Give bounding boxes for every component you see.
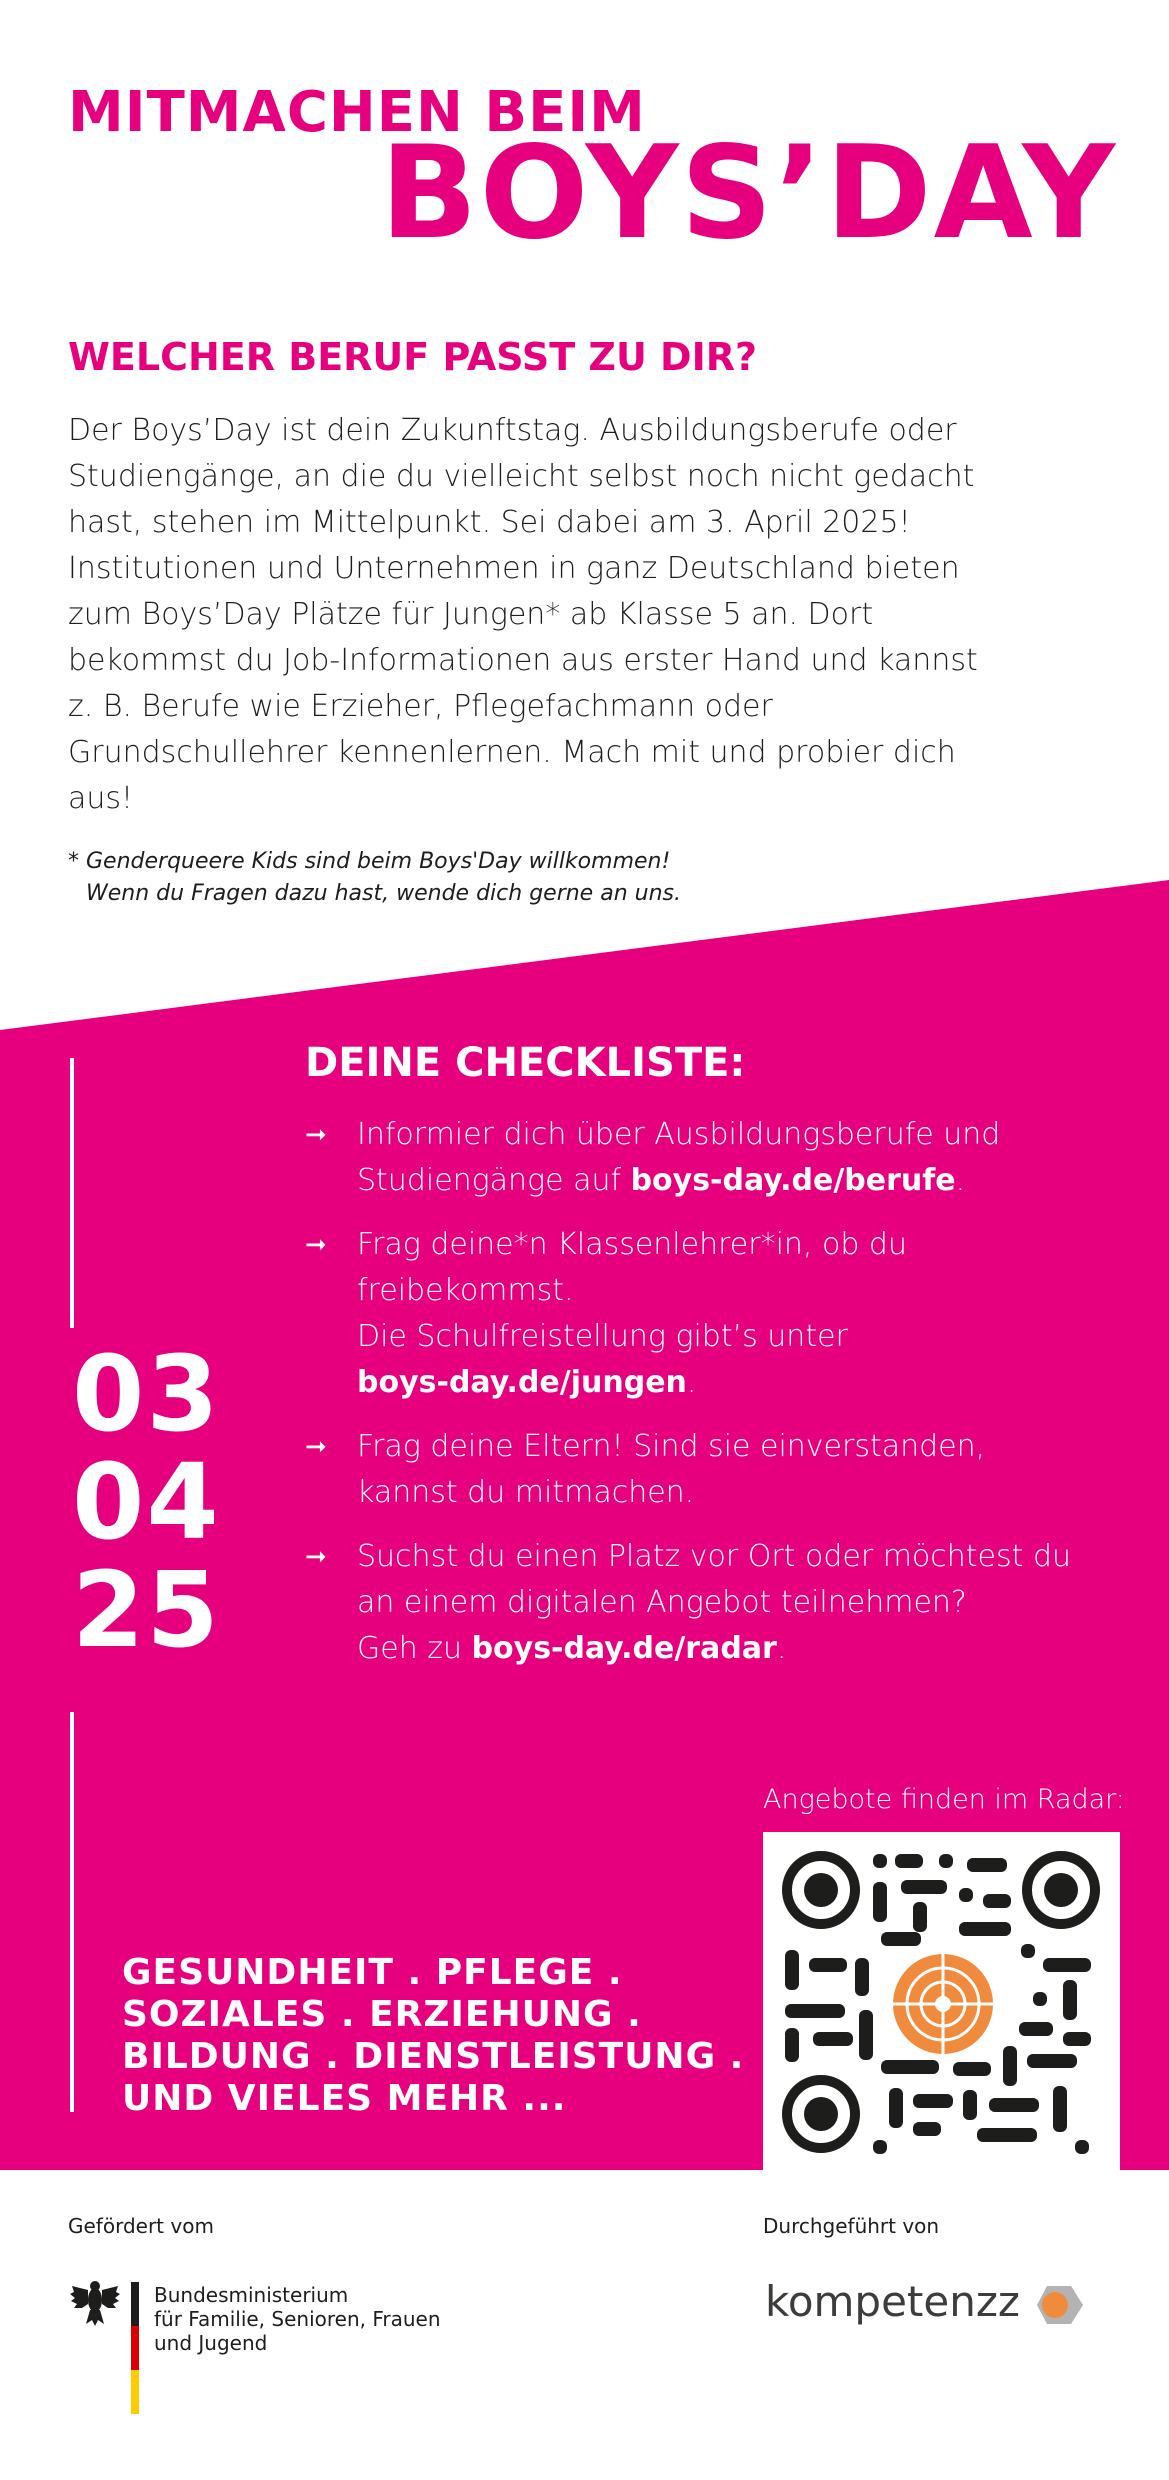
topics-list	[122, 1952, 744, 2120]
vertical-divider-bottom	[70, 1712, 74, 2112]
vertical-divider-top	[70, 1058, 74, 1328]
date-month: 04	[72, 1441, 221, 1563]
executed-label: Durchgeführt von	[763, 2214, 940, 2238]
arrow-right-icon: ➞	[305, 1542, 327, 1572]
checklist-item: ➞ Informier dich über Ausbildungsberufe und Studiengänge auf boys-day.de/berufe.	[305, 1112, 1095, 1204]
ministry-name: Bundesministerium für Familie, Senioren, Frauen und Jugend	[154, 2283, 441, 2355]
date-year: 25	[72, 1549, 221, 1671]
checklist-item-2-text: Frag deine*n Klassenlehrer*in, ob du freibekommst.	[357, 1227, 907, 1308]
footnote-line-2: Wenn du Fragen dazu hast, wende dich gerne an uns.	[86, 881, 681, 906]
footnote-line-1: * Genderqueere Kids sind beim Boys'Day willkommen!	[68, 849, 671, 874]
checklist-item-2-text-b: Die Schulfreistellung gibt’s unter	[357, 1319, 848, 1354]
arrow-right-icon: ➞	[305, 1432, 327, 1462]
flag-stripe-red	[131, 2326, 139, 2370]
topics-line: BILDUNG . DIENSTLEISTUNG .	[122, 2036, 745, 2077]
radar-target-icon	[893, 1954, 993, 2054]
arrow-right-icon: ➞	[305, 1120, 327, 1150]
topics-line: UND VIELES MEHR ...	[122, 2078, 567, 2119]
checklist-item	[305, 1424, 1095, 1516]
federal-eagle-icon	[70, 2280, 120, 2328]
header-pre-title: MITMACHEN BEIM	[68, 80, 646, 145]
checklist	[305, 1112, 1095, 1690]
checklist-item: ➞ Frag deine*n Klassenlehrer*in, ob du freibekommst. Die Schulfreistellung gibt’s unter boys-day.de/jungen.	[305, 1222, 1095, 1406]
checklist-item-3-text: Frag deine Eltern! Sind sie einverstanden, kannst du mitmachen.	[357, 1429, 986, 1510]
flag-stripe-black	[131, 2282, 139, 2326]
checklist-item-4-text: Suchst du einen Platz vor Ort oder möchtest du an einem digitalen Angebot teilnehmen?	[357, 1539, 1071, 1620]
link-jungen[interactable]: boys-day.de/jungen	[357, 1365, 687, 1400]
kompetenzz-logo[interactable]: kompetenzz	[765, 2277, 1083, 2326]
flag-stripe-gold	[131, 2370, 139, 2414]
kompetenzz-dot-icon	[1037, 2284, 1083, 2326]
checklist-item-1-text: Informier dich über Ausbildungsberufe und Studiengänge auf	[357, 1117, 1001, 1198]
checklist-item-4-text-b: Geh zu	[357, 1631, 472, 1666]
arrow-right-icon: ➞	[305, 1230, 327, 1260]
funded-label: Gefördert vom	[68, 2214, 214, 2238]
radar-label: Angebote finden im Radar:	[763, 1784, 1125, 1815]
link-radar[interactable]: boys-day.de/radar	[471, 1631, 777, 1666]
qr-code-icon	[763, 1832, 1120, 2172]
intro-heading: WELCHER BERUF PASST ZU DIR?	[68, 335, 758, 379]
header-title: BOYS’DAY	[380, 119, 1118, 268]
intro-text: Der Boys’Day ist dein Zukunftstag. Ausbildungsberufe oder Studiengänge, an die du vielleicht selbst noch nicht gedacht hast, stehen im Mittelpunkt. Sei dabei am 3. April 2025! Institutionen und Unternehmen in ganz Deutschland bieten zum Boys’Day Plätze für Jungen* ab Klasse 5 an. Dort bekommst du Job-Informationen aus erster Hand und kannst z. B. Berufe wie Erzieher, Pflegefachmann oder Grundschullehrer kennenlernen. Mach mit und probier dich aus!	[68, 413, 978, 816]
checklist-item: ➞ Suchst du einen Platz vor Ort oder möchtest du an einem digitalen Angebot teilnehmen? Geh zu boys-day.de/radar.	[305, 1534, 1095, 1672]
topics-line: GESUNDHEIT . PFLEGE .	[122, 1952, 623, 1993]
footnote	[68, 846, 681, 910]
event-date	[72, 1333, 221, 1671]
checklist-title: DEINE CHECKLISTE:	[305, 1040, 746, 1086]
topics-line: SOZIALES . ERZIEHUNG .	[122, 1994, 642, 2035]
link-berufe[interactable]: boys-day.de/berufe	[630, 1163, 956, 1198]
qr-code[interactable]	[763, 1832, 1120, 2172]
date-day: 03	[72, 1333, 221, 1455]
